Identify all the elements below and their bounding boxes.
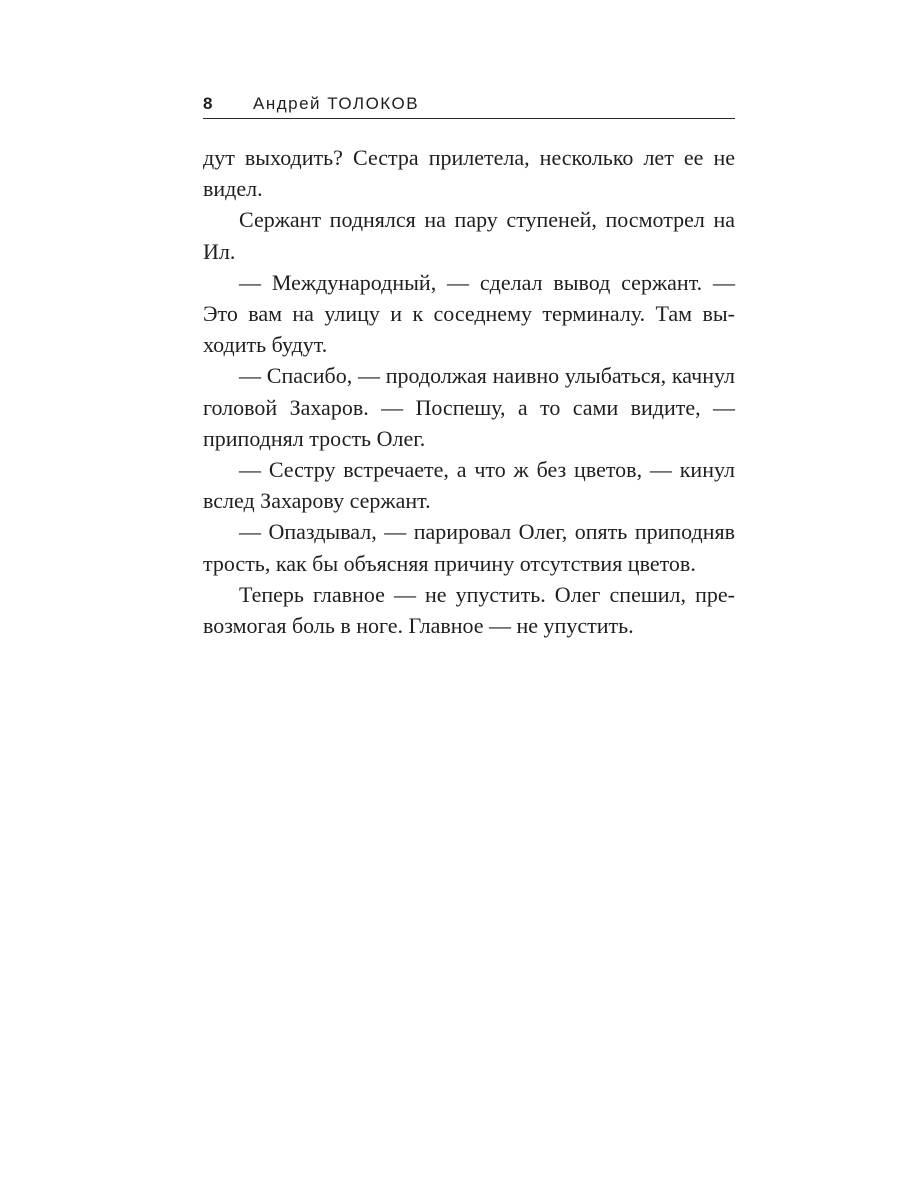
- paragraph: Сержант поднялся на пару ступеней, посмотрел на Ил.: [203, 207, 735, 264]
- running-head: [203, 92, 735, 118]
- page-number: 8: [203, 94, 214, 113]
- paragraph: Теперь главное — не упустить. Олег спешил, превозмогая боль в ноге. Главное — не упустить.: [203, 581, 735, 639]
- body-text: [203, 142, 735, 641]
- paragraph: — Международный, — сделал вывод сержант. — Это вам на улицу и к соседнему терминалу. Там выходить будут.: [203, 269, 735, 358]
- paragraph: — Спасибо, — продолжая наивно улыбаться, качнул головой Захаров. — Поспешу, а то сами видите, — приподнял трость Олег.: [203, 363, 735, 451]
- paragraph: — Опаздывал, — парировал Олег, опять приподняв трость, как бы объясняя причину отсутствия цветов.: [203, 519, 735, 576]
- paragraph: — Сестру встречаете, а что ж без цветов, — кинул вслед Захарову сержант.: [203, 457, 735, 514]
- header-rule: [203, 118, 735, 119]
- paragraph-continuation: дут выходить? Сестра прилетела, несколько лет ее не видел.: [203, 145, 735, 202]
- running-head-author: Андрей ТОЛОКОВ: [253, 94, 420, 113]
